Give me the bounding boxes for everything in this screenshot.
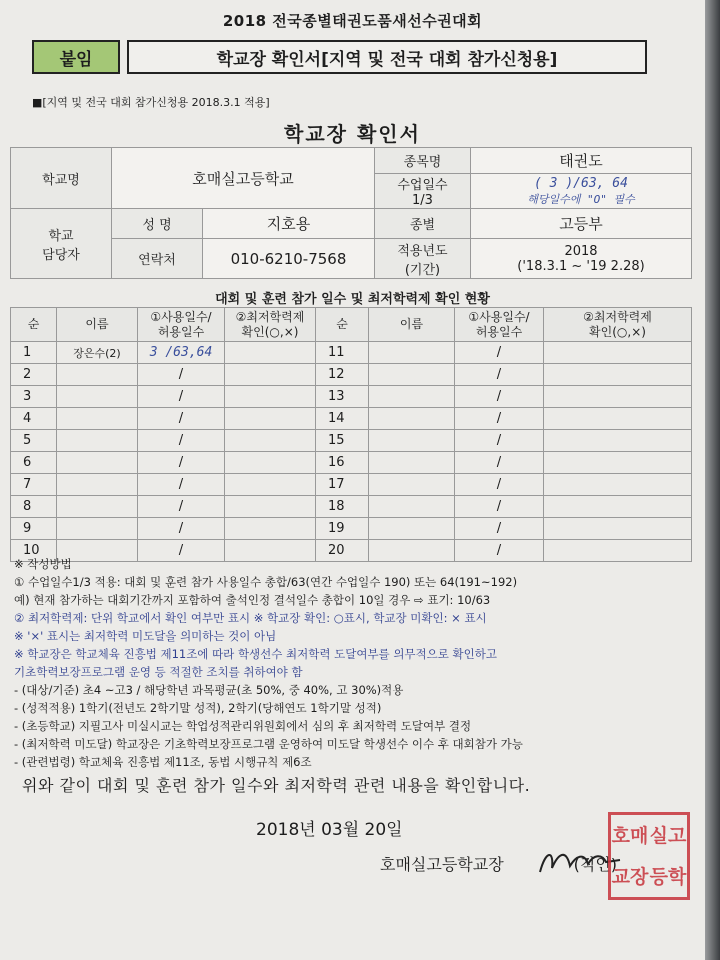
row-no: 15 [316,430,369,452]
signer-name: 호매실고등학교장 [380,855,504,874]
event-title: 2018 전국종별태권도품새선수권대회 [222,12,483,30]
seal-character: 실고 [649,824,687,847]
row-used-days: / [455,540,544,562]
row-name [369,474,455,496]
school-name-value: 호매실고등학교 [112,148,375,209]
year-value: 2018 ('18.3.1 ~ '19 2.28) [471,239,692,279]
row-no: 5 [11,430,57,452]
col-name-2: 이름 [369,308,455,342]
division-value: 고등부 [471,209,692,239]
instruction-line: ※ 작성방법 [14,557,72,571]
form-version-note: ■[지역 및 전국 대회 참가신청용 2018.3.1 적용] [32,96,270,109]
row-min-check [544,386,692,408]
staff-label: 학교 담당자 [11,209,112,279]
row-min-check [544,364,692,386]
table-row [11,496,692,518]
row-name [57,474,138,496]
row-min-check [544,518,692,540]
row-no: 14 [316,408,369,430]
row-min-check [225,364,316,386]
row-no: 20 [316,540,369,562]
row-used-days: / [138,408,225,430]
row-name [57,518,138,540]
row-used-days: / [138,496,225,518]
row-name [369,364,455,386]
row-no: 19 [316,518,369,540]
page-edge-shadow [705,0,720,960]
table-row [11,474,692,496]
instruction-line: - (대상/기준) 초4 ~고3 / 해당학년 과목평균(초 50%, 중 40%, 고 30%)적용 [14,683,404,697]
name-label: 성 명 [112,209,203,239]
section-title: 대회 및 훈련 참가 일수 및 최저학력제 확인 현황 [215,292,490,307]
issue-date: 2018년 03월 20일 [256,820,403,840]
row-used-days: / [138,452,225,474]
school-name-label: 학교명 [11,148,112,209]
row-name [369,342,455,364]
col-min-academic: ②최저학력제 확인(○,×) [225,308,316,342]
row-used-days: / [455,452,544,474]
instruction-line: 예) 현재 참가하는 대회기간까지 포함하여 출석인정 결석일수 총합이 10일 경우 ⇨ 표기: 10/63 [14,593,491,607]
row-no: 7 [11,474,57,496]
row-min-check [544,430,692,452]
row-no: 4 [11,408,57,430]
instruction-line: - (성적적용) 1학기(전년도 2학기말 성적), 2학기(당해연도 1학기말 성적) [14,701,382,715]
row-no: 3 [11,386,57,408]
row-used-days: / [138,430,225,452]
table-row [11,518,692,540]
row-used-days: 3 /63,64 [138,342,225,364]
row-used-days: / [455,430,544,452]
school-days-label: 수업일수 1/3 [375,174,471,209]
row-used-days: / [455,474,544,496]
row-min-check [225,474,316,496]
document-heading: 학교장 확인서[지역 및 전국 대회 참가신청용] [127,40,647,74]
row-name [369,386,455,408]
row-min-check [544,408,692,430]
sport-label: 종목명 [375,148,471,174]
official-seal-stamp [608,812,690,900]
seal-character: 호매 [611,824,649,847]
row-min-check [225,408,316,430]
row-name [369,430,455,452]
row-no: 2 [11,364,57,386]
row-used-days: / [138,474,225,496]
row-used-days: / [455,408,544,430]
instruction-line: ※ '×' 표시는 최저학력 미도달을 의미하는 것이 아님 [14,629,277,643]
name-value: 지호용 [203,209,375,239]
instruction-line: ② 최저학력제: 단위 학교에서 확인 여부만 표시 ※ 학교장 확인: ○표시, 학교장 미확인: × 표시 [14,611,487,625]
school-days-value: ( 3 )/63, 64 해당일수에 "O" 필수 [471,174,692,209]
instruction-line: 기초학력보장프로그램 운영 등 적절한 조치를 취하여야 함 [14,665,303,679]
row-used-days: / [138,386,225,408]
row-used-days: / [455,364,544,386]
row-used-days: / [138,540,225,562]
row-name [57,364,138,386]
table-row [11,386,692,408]
table-row [11,408,692,430]
instruction-line: ※ 학교장은 학교체육 진흥법 제11조에 따라 학생선수 최저학력 도달여부를 의무적으로 확인하고 [14,647,497,661]
contact-label: 연락처 [112,239,203,279]
col-no-2: 순 [316,308,369,342]
col-min-academic-2: ②최저학력제 확인(○,×) [544,308,692,342]
col-used-days: ①사용일수/ 허용일수 [138,308,225,342]
row-no: 17 [316,474,369,496]
col-used-days-2: ①사용일수/ 허용일수 [455,308,544,342]
row-name [57,386,138,408]
sport-value: 태권도 [471,148,692,174]
row-no: 12 [316,364,369,386]
table-row [11,364,692,386]
row-min-check [225,430,316,452]
table-row [11,342,692,364]
row-no: 18 [316,496,369,518]
participation-table [10,307,692,562]
row-min-check [544,474,692,496]
row-no: 10 [11,540,57,562]
table-row [11,430,692,452]
row-name [57,496,138,518]
row-name [369,408,455,430]
document-title: 학교장 확인서 [284,122,421,146]
row-name [369,452,455,474]
row-name [369,496,455,518]
row-no: 11 [316,342,369,364]
row-no: 8 [11,496,57,518]
row-no: 6 [11,452,57,474]
instruction-line: - (초등학교) 지필고사 미실시교는 학업성적관리위원회에서 심의 후 최저학력 도달여부 결정 [14,719,472,733]
row-name [57,430,138,452]
row-used-days: / [138,518,225,540]
seal-character: 등학 [649,865,687,888]
row-min-check [225,452,316,474]
row-name [57,452,138,474]
seal-character: 교장 [611,865,649,888]
row-name: 장은수(2) [57,342,138,364]
attachment-badge: 붙임 [32,40,120,74]
instruction-line: - (관련법령) 학교체육 진흥법 제11조, 동법 시행규칙 제6조 [14,755,312,769]
row-used-days: / [455,386,544,408]
seal-suffix: (직인) [573,855,618,874]
row-min-check [544,452,692,474]
row-used-days: / [455,518,544,540]
instruction-line: - (최저학력 미도달) 학교장은 기초학력보장프로그램 운영하여 미도달 학생선수 이수 후 대회참가 가능 [14,737,523,751]
row-min-check [544,342,692,364]
row-min-check [544,496,692,518]
school-info-table [10,147,692,279]
contact-value: 010-6210-7568 [203,239,375,279]
row-used-days: / [455,342,544,364]
row-name [57,408,138,430]
writing-instructions [14,555,694,771]
row-min-check [225,518,316,540]
division-label: 종별 [375,209,471,239]
row-no: 1 [11,342,57,364]
year-label: 적용년도 (기간) [375,239,471,279]
confirmation-statement: 위와 같이 대회 및 훈련 참가 일수와 최저학력 관련 내용을 확인합니다. [22,776,531,795]
table-row [11,452,692,474]
row-used-days: / [455,496,544,518]
col-name: 이름 [57,308,138,342]
col-no: 순 [11,308,57,342]
row-no: 16 [316,452,369,474]
row-min-check [225,496,316,518]
instruction-line: ① 수업일수1/3 적용: 대회 및 훈련 참가 사용일수 총합/63(연간 수업일수 190) 또는 64(191~192) [14,575,518,589]
row-used-days: / [138,364,225,386]
row-no: 9 [11,518,57,540]
row-min-check [225,386,316,408]
row-name [369,518,455,540]
row-min-check [225,342,316,364]
row-no: 13 [316,386,369,408]
